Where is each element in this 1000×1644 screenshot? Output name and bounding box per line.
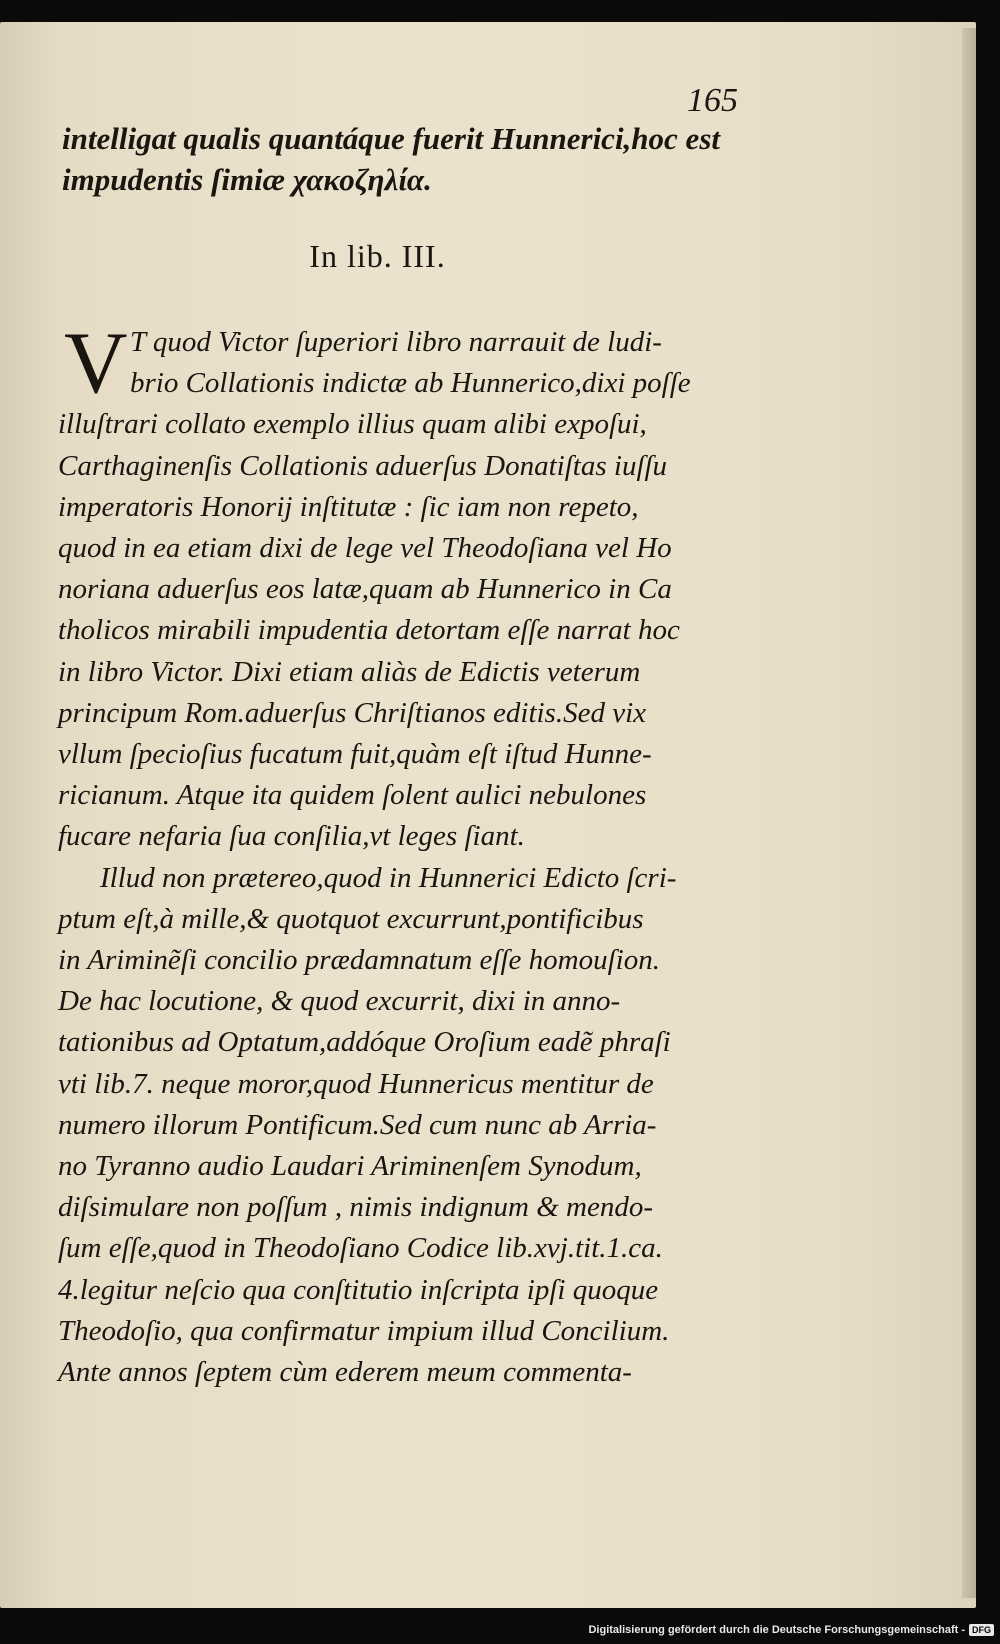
digitization-footer — [588, 1624, 994, 1636]
body-line: Ante annos ſeptem cùm ederem meum commenta- — [58, 1356, 632, 1389]
body-line: vllum ſpecioſius fucatum fuit,quàm eſt iſtud Hunne- — [58, 738, 652, 771]
body-line: ricianum. Atque ita quidem ſolent aulici nebulones — [58, 779, 647, 812]
body-line: ptum eſt,à mille,& quotquot excurrunt,pontificibus — [58, 902, 644, 935]
body-line: De hac locutione, & quod excurrit, dixi in anno- — [58, 985, 621, 1018]
body-line: no Tyranno audio Laudari Ariminenſem Synodum, — [58, 1150, 642, 1183]
body-line: principum Rom.aduerſus Chriſtianos editis.Sed vix — [58, 696, 647, 729]
section-heading — [0, 238, 1000, 275]
body-line: imperatoris Honorij inſtitutæ : ſic iam non repeto, — [58, 490, 639, 523]
body-line: ſum eſſe,quod in Theodoſiano Codice lib.xvj.tit.1.ca. — [58, 1232, 663, 1265]
body-line: in libro Victor. Dixi etiam aliàs de Edictis veterum — [58, 655, 641, 688]
body-line: Illud non prætereo,quod in Hunnerici Edicto ſcri- — [100, 861, 677, 894]
intro-line: intelligat qualis quantáque fuerit Hunnerici,hoc est — [62, 121, 720, 156]
body-line: T quod Victor ſuperiori libro narrauit de ludi- — [130, 326, 662, 358]
body-text — [58, 315, 738, 1393]
body-line: tholicos mirabili impudentia detortam eſſe narrat hoc — [58, 614, 680, 647]
section-heading-text: In lib. III. — [309, 238, 446, 274]
intro-text — [62, 118, 742, 200]
body-line: numero illorum Pontificum.Sed cum nunc ab Arria- — [58, 1108, 657, 1141]
body-line: tationibus ad Optatum,addóque Oroſium eadẽ phraſi — [58, 1026, 671, 1059]
body-line: Carthaginenſis Collationis aduerſus Donatiſtas iuſſu — [58, 449, 668, 482]
body-line: vti lib.7. neque moror,quod Hunnericus mentitur de — [58, 1067, 654, 1100]
body-line: noriana aduerſus eos latæ,quam ab Hunnerico in Ca — [58, 573, 672, 606]
body-line: fucare nefaria ſua conſilia,vt leges ſiant. — [58, 820, 525, 853]
drop-cap: V — [64, 315, 128, 412]
intro-line: impudentis ſimiæ χακοζηλία. — [62, 162, 432, 197]
footer-text: Digitalisierung gefördert durch die Deutsche Forschungsgemeinschaft - — [588, 1624, 965, 1636]
page-number: 165 — [687, 82, 738, 119]
body-line: diſsimulare non poſſum , nimis indignum & mendo- — [58, 1191, 654, 1224]
body-line: illuſtrari collato exemplo illius quam alibi expoſui, — [58, 408, 647, 441]
dfg-logo: DFG — [969, 1624, 994, 1636]
body-line: brio Collationis indictæ ab Hunnerico,dixi poſſe — [130, 367, 691, 400]
body-line: Theodoſio, qua confirmatur impium illud Concilium. — [58, 1314, 670, 1347]
body-line: in Ariminẽſi concilio prædamnatum eſſe homouſion. — [58, 944, 660, 977]
body-line: quod in ea etiam dixi de lege vel Theodoſiana vel Ho — [58, 532, 672, 565]
body-line: 4.legitur neſcio qua conſtitutio inſcripta ipſi quoque — [58, 1273, 659, 1306]
